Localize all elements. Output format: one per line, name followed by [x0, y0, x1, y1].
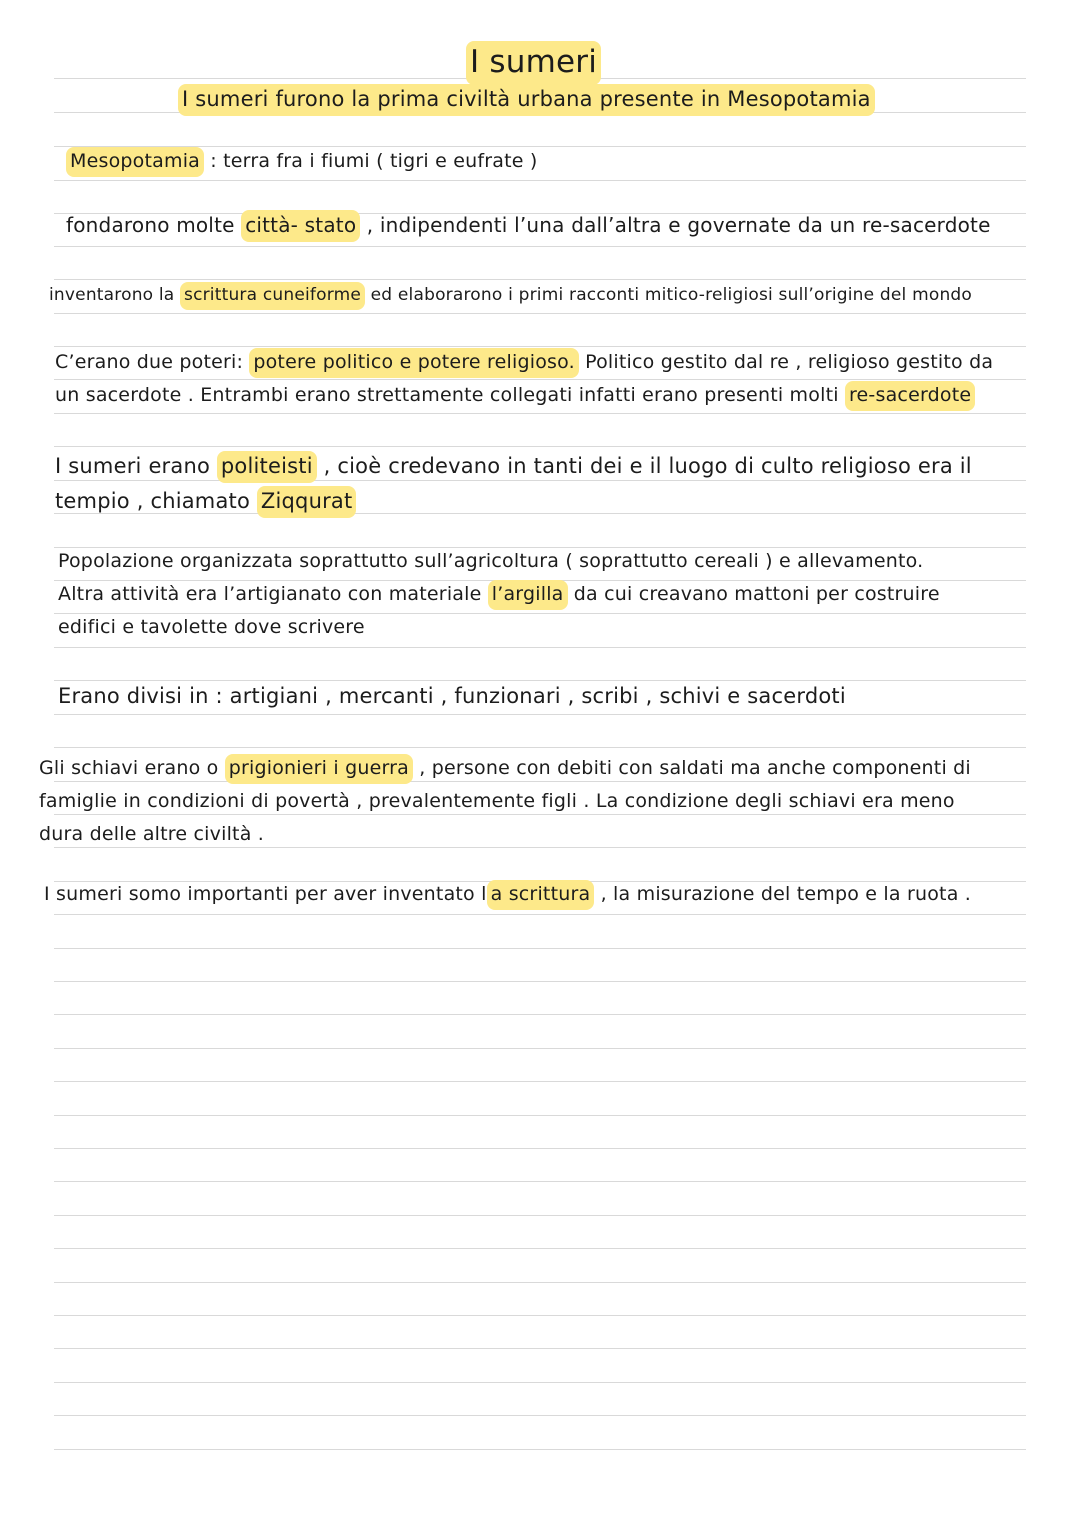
- religion-text-c: tempio , chiamato: [55, 489, 257, 513]
- ziqqurat-highlight: Ziqqurat: [257, 486, 357, 518]
- ruled-line: [54, 513, 1026, 514]
- ruled-line: [54, 847, 1026, 848]
- ruled-line: [54, 1081, 1026, 1082]
- slaves-line-1: [39, 757, 971, 779]
- argilla-highlight: l’argilla: [488, 580, 568, 610]
- writing-line: [49, 285, 972, 305]
- mesopotamia-highlight: Mesopotamia: [66, 147, 204, 177]
- ruled-line: [54, 1215, 1026, 1216]
- importance-text-b: , la misurazione del tempo e la ruota .: [594, 883, 972, 905]
- ruled-line: [54, 346, 1026, 347]
- ruled-line: [54, 146, 1026, 147]
- ruled-line: [54, 981, 1026, 982]
- religion-line-1: [55, 454, 972, 478]
- city-states-line: [66, 213, 991, 237]
- ruled-line: [54, 1148, 1026, 1149]
- ruled-line: [54, 714, 1026, 715]
- ruled-line: [54, 814, 1026, 815]
- ruled-line: [54, 547, 1026, 548]
- slaves-line-3: dura delle altre civiltà .: [39, 823, 265, 845]
- writing-text-a: inventarono la: [49, 285, 181, 305]
- ruled-line: [54, 1415, 1026, 1416]
- ruled-line: [54, 1181, 1026, 1182]
- powers-text-a: C’erano due poteri:: [55, 351, 250, 373]
- powers-text-b: Politico gestito dal re , religioso gestito da: [578, 351, 994, 373]
- ruled-line: [54, 1382, 1026, 1383]
- ruled-line: [54, 914, 1026, 915]
- ruled-line: [54, 1449, 1026, 1450]
- ruled-line: [54, 747, 1026, 748]
- powers-highlight: potere politico e potere religioso.: [249, 348, 579, 378]
- ruled-line: [54, 948, 1026, 949]
- ruled-line: [54, 1014, 1026, 1015]
- ruled-line: [54, 246, 1026, 247]
- slaves-text-b: , persone con debiti con saldati ma anche componenti di: [413, 757, 971, 779]
- economy-text-b: da cui creavano mattoni per costruire: [567, 583, 940, 605]
- importance-text-a: I sumeri somo importanti per aver inventato l: [44, 883, 487, 905]
- scrittura-highlight: a scrittura: [487, 880, 595, 910]
- city-states-text-a: fondarono molte: [66, 213, 242, 237]
- ruled-line: [54, 1315, 1026, 1316]
- powers-text-c: un sacerdote . Entrambi erano strettamente collegati infatti erano presenti molti: [55, 384, 845, 406]
- ruled-line: [54, 1348, 1026, 1349]
- ruled-line: [54, 613, 1026, 614]
- ruled-line: [54, 1048, 1026, 1049]
- economy-line-2: [58, 583, 940, 605]
- ruled-line: [54, 1248, 1026, 1249]
- writing-highlight: scrittura cuneiforme: [180, 282, 365, 310]
- mesopotamia-line: [66, 150, 538, 172]
- ruled-line: [54, 180, 1026, 181]
- page-title: [466, 44, 601, 80]
- religion-line-2: [55, 489, 356, 513]
- city-states-highlight: città- stato: [241, 210, 360, 242]
- powers-line-1: [55, 351, 993, 373]
- ruled-line: [54, 1115, 1026, 1116]
- ruled-line: [54, 379, 1026, 380]
- ruled-line: [54, 647, 1026, 648]
- religion-text-a: I sumeri erano: [55, 454, 217, 478]
- ruled-line: [54, 781, 1026, 782]
- classes-line: Erano divisi in : artigiani , mercanti , funzionari , scribi , schivi e sacerdoti: [58, 684, 846, 708]
- ruled-line: [54, 446, 1026, 447]
- ruled-line: [54, 480, 1026, 481]
- powers-line-2: [55, 384, 975, 406]
- slaves-line-2: famiglie in condizioni di povertà , prevalentemente figli . La condizione degli schiavi era meno: [39, 790, 955, 812]
- ruled-line: [54, 279, 1026, 280]
- economy-text-a: Altra attività era l’artigianato con materiale: [58, 583, 488, 605]
- title-highlight: I sumeri: [466, 41, 601, 85]
- ruled-line: [54, 680, 1026, 681]
- slaves-text-a: Gli schiavi erano o: [39, 757, 225, 779]
- re-sacerdote-highlight: re-sacerdote: [845, 381, 975, 411]
- mesopotamia-text: : terra fra i fiumi ( tigri e eufrate ): [204, 150, 538, 172]
- intro-line: [178, 87, 875, 111]
- ruled-line: [54, 313, 1026, 314]
- economy-line-3: edifici e tavolette dove scrivere: [58, 616, 365, 638]
- writing-text-b: ed elaborarono i primi racconti mitico-religiosi sull’origine del mondo: [365, 285, 973, 305]
- politeisti-highlight: politeisti: [217, 451, 317, 483]
- religion-text-b: , cioè credevano in tanti dei e il luogo di culto religioso era il: [316, 454, 972, 478]
- city-states-text-b: , indipendenti l’una dall’altra e governate da un re-sacerdote: [360, 213, 991, 237]
- intro-highlight: I sumeri furono la prima civiltà urbana presente in Mesopotamia: [178, 84, 875, 116]
- importance-line: [44, 883, 971, 905]
- ruled-line: [54, 413, 1026, 414]
- economy-line-1: Popolazione organizzata soprattutto sull’agricoltura ( soprattutto cereali ) e allevamento.: [58, 550, 924, 572]
- prigionieri-highlight: prigionieri i guerra: [225, 754, 413, 784]
- ruled-line: [54, 1282, 1026, 1283]
